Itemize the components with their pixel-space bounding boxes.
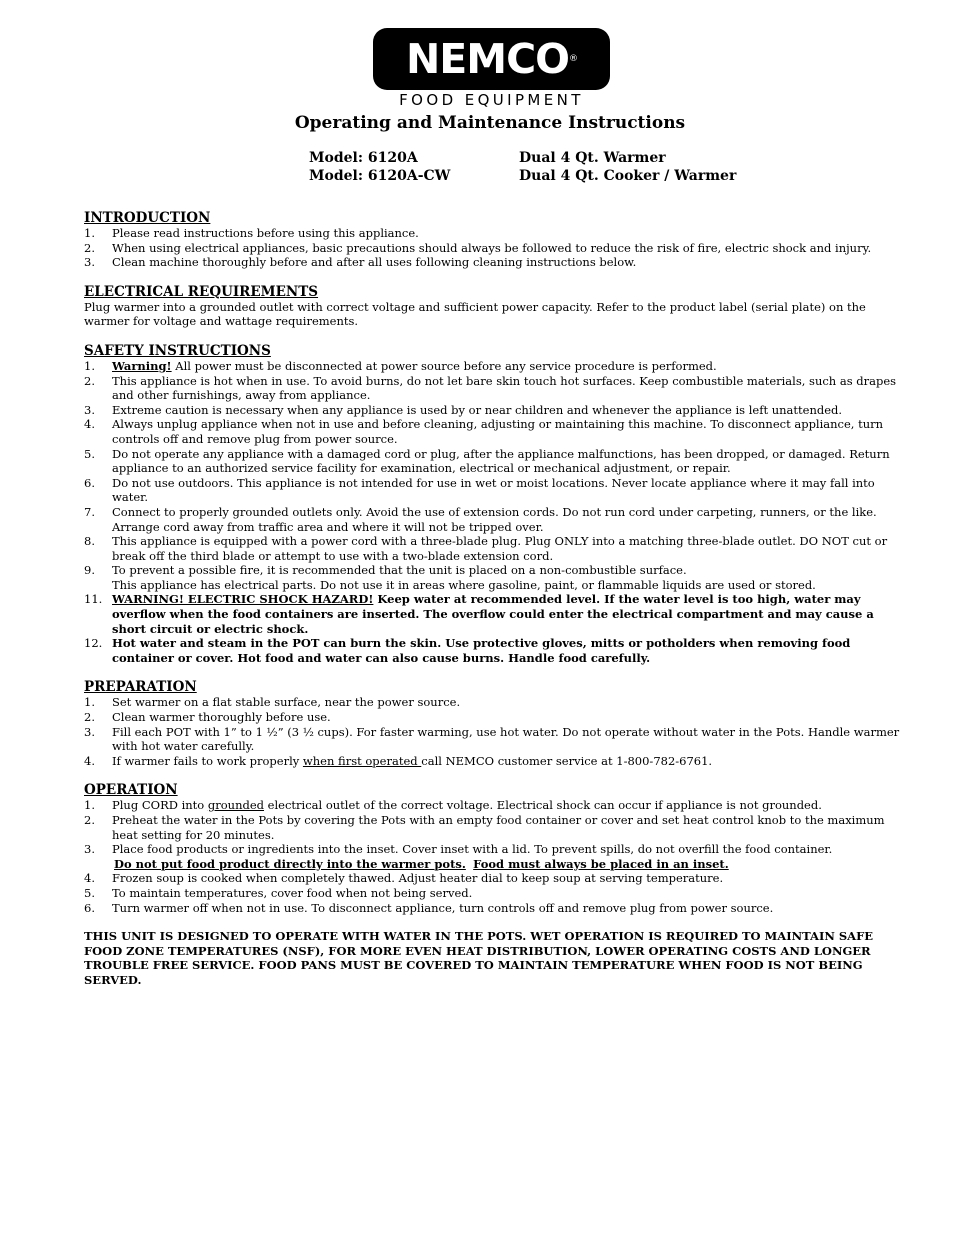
logo-wordmark: NEMCO®	[405, 35, 578, 83]
list-item: 3. Fill each POT with 1” to 1 ½” (3 ½ cups). For faster warming, use hot water. Do not operate without water in the Pots. Handle warmer with hot water carefully.	[84, 724, 900, 754]
list-item: 7. Connect to properly grounded outlets only. Avoid the use of extension cords. Do not run cord under carpeting, runners, or the like. Arrange cord away from traffic area and where it will not be tripped over.	[84, 504, 877, 534]
list-item: 6. Turn warmer off when not in use. To disconnect appliance, turn controls off and remove plug from power source.	[84, 900, 774, 915]
section-heading: INTRODUCTION	[84, 210, 211, 226]
list-item: 3. Clean machine thoroughly before and after all uses following cleaning instructions below.	[84, 255, 637, 270]
section-heading: ELECTRICAL REQUIREMENTS	[84, 283, 319, 300]
list-item: 9. To prevent a possible fire, it is recommended that the unit is placed on a non-combustible surface. This appliance has electrical parts. Do not use it in areas where gasoline, paint, or flammable liquids are used or stored.	[84, 563, 816, 592]
list-item: 3. Place food products or ingredients into the inset. Cover inset with a lid. To prevent spills, do not overfill the food container. Do not put food product directly into the warmer pots. Food must always be placed in an inset.	[84, 842, 833, 871]
electrical-section	[84, 284, 900, 329]
list-item: 2. Clean warmer thoroughly before use.	[84, 710, 331, 725]
model-row	[309, 149, 736, 167]
model-row	[309, 167, 736, 185]
introduction-section	[84, 210, 900, 270]
model-description: Dual 4 Qt. Warmer	[519, 150, 666, 166]
list-item: 1. Plug CORD into grounded electrical outlet of the correct voltage. Electrical shock can occur if appliance is not grounded.	[84, 798, 822, 813]
closing-notice: THIS UNIT IS DESIGNED TO OPERATE WITH WATER IN THE POTS. WET OPERATION IS REQUIRED TO MAINTAIN SAFE FOOD ZONE TEMPERATURES (NSF), FOR MORE EVEN HEAT DISTRIBUTION, LOWER OPERATING COSTS AND LONGER TROUBLE FREE SERVICE. FOOD PANS MUST BE COVERED TO MAINTAIN TEMPERATURE WHEN FOOD IS NOT BEING SERVED.	[84, 929, 874, 987]
safety-section	[84, 343, 900, 665]
list-item: 12. Hot water and steam in the POT can burn the skin. Use protective gloves, mitts or potholders when removing food container or cover. Hot food and water can also cause burns. Handle food carefully.	[84, 636, 851, 665]
nemco-logo	[373, 28, 610, 90]
document-title: Operating and Maintenance Instructions	[294, 113, 686, 133]
list-item: 1. Warning! All power must be disconnected at power source before any service procedure is performed.	[84, 358, 717, 373]
operation-section	[84, 782, 900, 915]
list-item: 4. If warmer fails to work properly when first operated call NEMCO customer service at 1-800-782-6761.	[84, 753, 713, 768]
model-number: Model: 6120A	[309, 150, 418, 166]
list-item: 4. Always unplug appliance when not in use and before cleaning, adjusting or maintaining this machine. To disconnect appliance, turn controls off and remove plug from power source.	[84, 417, 884, 446]
model-number: Model: 6120A-CW	[309, 168, 451, 184]
list-item: 1. Set warmer on a flat stable surface, near the power source.	[84, 695, 461, 710]
logo-subtitle: FOOD EQUIPMENT	[399, 91, 584, 109]
model-description: Dual 4 Qt. Cooker / Warmer	[519, 168, 737, 184]
list-item: 3. Extreme caution is necessary when any appliance is used by or near children and whenever the appliance is left unattended.	[84, 402, 843, 417]
document-body	[84, 210, 900, 988]
preparation-section	[84, 679, 900, 768]
list-item: 5. Do not operate any appliance with a damaged cord or plug, after the appliance malfunctions, has been dropped, or damaged. Return appliance to an authorized service facility for examination, electrical or mechanical adjustment, or repair.	[84, 446, 890, 476]
list-item: 2. Preheat the water in the Pots by covering the Pots with an empty food container or cover and set heat control knob to the maximum heat setting for 20 minutes.	[84, 813, 885, 842]
list-item: 4. Frozen soup is cooked when completely thawed. Adjust heater dial to keep soup at serving temperature.	[84, 871, 724, 886]
list-item: 2. This appliance is hot when in use. To avoid burns, do not let bare skin touch hot surfaces. Keep combustible materials, such as drapes and other furnishings, away from appliance.	[84, 373, 897, 403]
section-heading: OPERATION	[84, 782, 178, 799]
list-item: 6. Do not use outdoors. This appliance is not intended for use in wet or moist locations. Never locate appliance where it may fall into water.	[84, 475, 875, 505]
section-heading: SAFETY INSTRUCTIONS	[84, 342, 271, 359]
list-item: 8. This appliance is equipped with a power cord with a three-blade plug. Plug ONLY into a matching three-blade outlet. DO NOT cut or break off the third blade or attempt to use with a two-blade extension cord.	[84, 534, 888, 563]
model-list	[309, 149, 736, 185]
electrical-text: Plug warmer into a grounded outlet with correct voltage and sufficient power capacity. Refer to the product label (serial plate) on the warmer for voltage and wattage requirements.	[84, 299, 866, 329]
list-item: 2. When using electrical appliances, basic precautions should always be followed to reduce the risk of fire, electric shock and injury.	[84, 240, 872, 255]
list-item: 1. Please read instructions before using this appliance.	[84, 226, 419, 240]
list-item: 11. WARNING! ELECTRIC SHOCK HAZARD! Keep water at recommended level. If the water level is too high, water may overflow when the food containers are inserted. The overflow could enter the electrical compartment and may cause a short circuit or electric shock.	[84, 592, 874, 636]
section-heading: PREPARATION	[84, 679, 197, 696]
list-item: 5. To maintain temperatures, cover food when not being served.	[84, 885, 473, 900]
